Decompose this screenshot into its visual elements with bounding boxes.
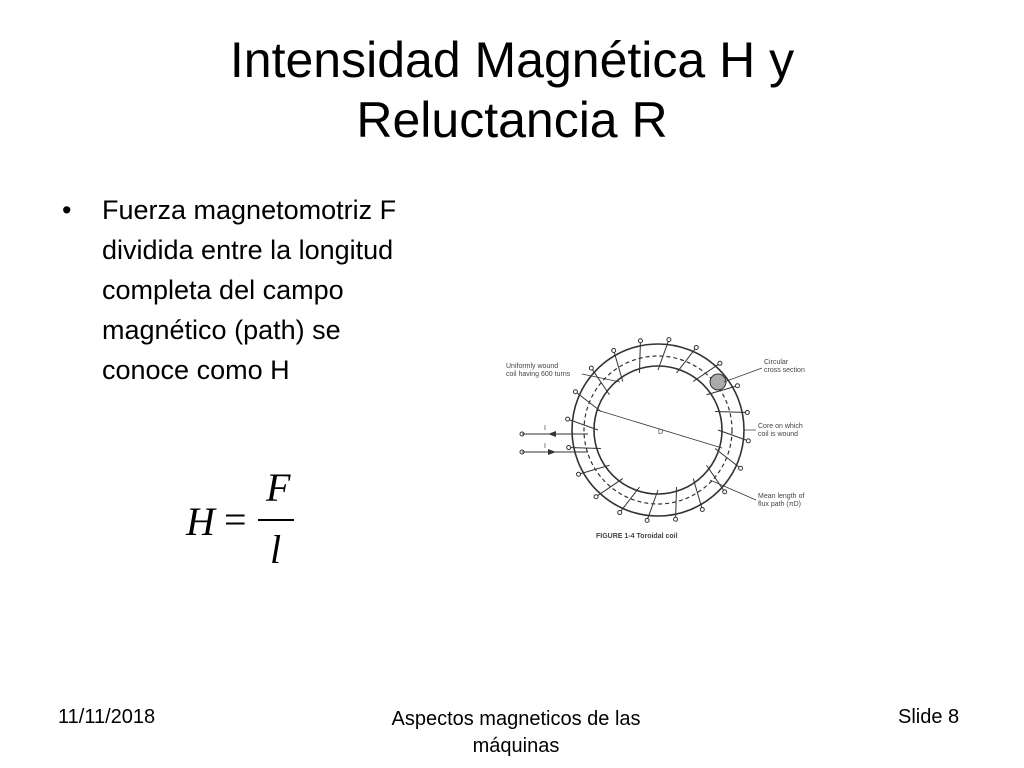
coil-turn-knot xyxy=(589,366,593,370)
cross-label-line-2: cross section xyxy=(764,367,805,374)
coil-turn xyxy=(620,487,640,512)
coil-turn-knot xyxy=(567,446,571,450)
coil-turn-knot xyxy=(694,345,698,349)
diameter-label: D xyxy=(658,429,664,436)
bullet-text-line: dividida entre la longitud xyxy=(102,235,394,265)
mean-label-leader xyxy=(710,480,756,500)
current-label-bottom: I xyxy=(544,443,546,450)
coil-turn-knot xyxy=(594,495,598,499)
coil-turn-knot xyxy=(618,511,622,515)
slide-title xyxy=(90,30,934,150)
coil-turn xyxy=(575,392,600,412)
bullet-marker: • xyxy=(62,195,72,225)
formula-numerator: F xyxy=(266,465,291,510)
coil-turn xyxy=(677,347,697,372)
core-label-line-1: Core on which xyxy=(758,423,803,430)
coil-turn xyxy=(596,479,623,497)
coil-turn-knot xyxy=(700,507,704,511)
coil-turn-knot xyxy=(745,410,749,414)
footer-title xyxy=(360,706,672,760)
formula-h-equals-f-over-l xyxy=(178,465,328,572)
coil-turn-knot xyxy=(718,361,722,365)
formula-denominator: l xyxy=(270,527,282,572)
coil-turn xyxy=(591,368,609,395)
coil-turn-knot xyxy=(573,390,577,394)
cross-label-line-1: Circular xyxy=(764,359,789,366)
bullet-text-line: conoce como H xyxy=(102,355,290,385)
toroid-diagram xyxy=(492,330,862,542)
coil-turn-knot xyxy=(638,339,642,343)
cross-label-leader xyxy=(724,368,762,382)
coil-turn-knot xyxy=(735,384,739,388)
footer-slide-number: Slide 8 xyxy=(898,706,960,728)
bullet-text-line: Fuerza magnetomotriz F xyxy=(102,195,397,225)
current-label-top: I xyxy=(544,425,546,432)
coil-turn-knot xyxy=(566,417,570,421)
current-arrow-top xyxy=(548,431,556,437)
coil-label-line-1: Uniformly wound xyxy=(506,363,559,370)
bullet-text-line: completa del campo xyxy=(102,275,344,305)
coil-turn-knot xyxy=(723,490,727,494)
coil-turn-knot xyxy=(739,466,743,470)
coil-turn-knot xyxy=(577,472,581,476)
mean-label-line-2: flux path (πD) xyxy=(758,501,801,508)
mean-label-line-1: Mean length of xyxy=(758,493,805,500)
coil-turn xyxy=(715,449,740,469)
formula-lhs: H xyxy=(186,499,215,544)
footer-title-line-1: Aspectos magneticos de las xyxy=(391,708,641,730)
coil-turn-knot xyxy=(674,517,678,521)
core-label-line-2: coil is wound xyxy=(758,431,799,438)
coil-turn-knot xyxy=(645,518,649,522)
slide-title-line-1: Intensidad Magnética H y xyxy=(229,32,795,88)
bullet-text-line: magnético (path) se xyxy=(102,315,341,345)
coil-label-line-2: coil having 600 turns xyxy=(506,371,571,378)
slide-title-line-2: Reluctancia R xyxy=(356,92,668,148)
bullet-text xyxy=(102,190,396,390)
footer-title-line-2: máquinas xyxy=(472,735,560,757)
formula-fraction-bar xyxy=(258,519,294,521)
footer-date: 11/11/2018 xyxy=(58,706,156,728)
figure-caption: FIGURE 1-4 Toroidal coil xyxy=(596,533,678,540)
coil-turn-knot xyxy=(746,439,750,443)
coil-turn xyxy=(579,465,610,474)
toroid-figure xyxy=(492,330,862,542)
cross-section-marker xyxy=(710,374,726,390)
coil-turn xyxy=(707,465,725,492)
current-arrow-bottom xyxy=(548,449,556,455)
formula-equals: = xyxy=(224,497,247,542)
coil-turn-knot xyxy=(667,338,671,342)
coil-turn-knot xyxy=(612,349,616,353)
